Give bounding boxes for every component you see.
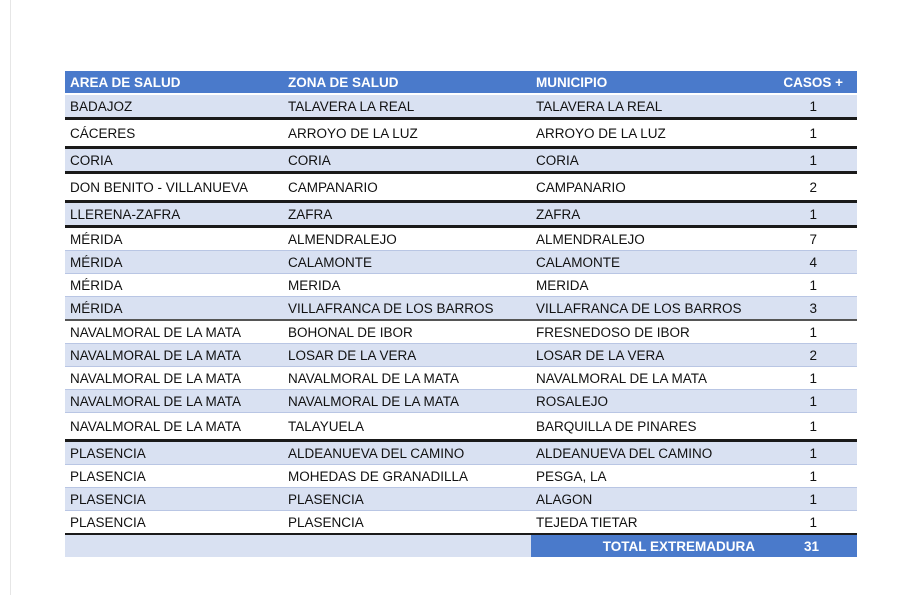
cell-casos: 4 [771,251,857,274]
table-row [65,367,857,390]
cell-zona: LOSAR DE LA VERA [283,344,531,367]
cell-zona: PLASENCIA [283,488,531,511]
cell-casos: 1 [771,390,857,413]
cell-casos: 1 [771,274,857,297]
cell-municipio: PESGA, LA [531,465,771,488]
cell-municipio: ROSALEJO [531,390,771,413]
cell-municipio: FRESNEDOSO DE IBOR [531,320,771,344]
cell-casos: 3 [771,297,857,321]
cell-municipio: TEJEDA TIETAR [531,511,771,535]
cell-area: PLASENCIA [65,488,283,511]
cell-area: MÉRIDA [65,251,283,274]
cell-zona: MOHEDAS DE GRANADILLA [283,465,531,488]
table-row [65,465,857,488]
cell-zona: BOHONAL DE IBOR [283,320,531,344]
cell-area: PLASENCIA [65,465,283,488]
cell-zona: CAMPANARIO [283,173,531,202]
table-row [65,390,857,413]
table-row [65,173,857,202]
cell-zona: ARROYO DE LA LUZ [283,119,531,148]
header-area: AREA DE SALUD [65,71,283,94]
table-row [65,227,857,251]
cell-municipio: ALAGON [531,488,771,511]
cell-casos: 1 [771,413,857,441]
cell-area: NAVALMORAL DE LA MATA [65,390,283,413]
table-row [65,251,857,274]
table-row [65,202,857,227]
cell-area: BADAJOZ [65,94,283,119]
cell-area: CORIA [65,148,283,173]
table-row [65,297,857,321]
cell-area: DON BENITO - VILLANUEVA [65,173,283,202]
header-casos: CASOS + [771,71,857,94]
cell-zona: NAVALMORAL DE LA MATA [283,367,531,390]
cell-area: CÁCERES [65,119,283,148]
table-row [65,320,857,344]
table-row [65,148,857,173]
total-label: TOTAL EXTREMADURA [531,534,771,557]
cell-municipio: BARQUILLA DE PINARES [531,413,771,441]
cell-zona: MERIDA [283,274,531,297]
cell-municipio: CAMPANARIO [531,173,771,202]
header-zona: ZONA DE SALUD [283,71,531,94]
cell-zona: ALMENDRALEJO [283,227,531,251]
cell-casos: 1 [771,465,857,488]
cell-municipio: LOSAR DE LA VERA [531,344,771,367]
cell-municipio: TALAVERA LA REAL [531,94,771,119]
cell-zona: VILLAFRANCA DE LOS BARROS [283,297,531,321]
table-header [65,71,857,94]
cell-casos: 1 [771,488,857,511]
cell-area: NAVALMORAL DE LA MATA [65,367,283,390]
total-value: 31 [771,534,857,557]
cell-zona: CORIA [283,148,531,173]
table-row [65,488,857,511]
cell-zona: TALAVERA LA REAL [283,94,531,119]
cell-zona: CALAMONTE [283,251,531,274]
cell-municipio: CORIA [531,148,771,173]
cell-casos: 1 [771,202,857,227]
cell-municipio: NAVALMORAL DE LA MATA [531,367,771,390]
table-row [65,413,857,441]
cell-municipio: MERIDA [531,274,771,297]
cell-area: MÉRIDA [65,274,283,297]
cell-municipio: CALAMONTE [531,251,771,274]
cell-area: NAVALMORAL DE LA MATA [65,344,283,367]
table-row [65,344,857,367]
cell-area: MÉRIDA [65,227,283,251]
cell-area: PLASENCIA [65,441,283,465]
cell-municipio: ALMENDRALEJO [531,227,771,251]
cell-municipio: ZAFRA [531,202,771,227]
cell-casos: 1 [771,148,857,173]
table-row [65,119,857,148]
cell-zona: NAVALMORAL DE LA MATA [283,390,531,413]
cell-zona: ALDEANUEVA DEL CAMINO [283,441,531,465]
cell-zona: PLASENCIA [283,511,531,535]
cell-casos: 1 [771,119,857,148]
cell-area: NAVALMORAL DE LA MATA [65,413,283,441]
cell-area: PLASENCIA [65,511,283,535]
total-row [65,534,857,557]
cell-area: LLERENA-ZAFRA [65,202,283,227]
total-empty-cell [283,534,531,557]
total-empty-cell [65,534,283,557]
cell-casos: 2 [771,173,857,202]
cases-table [65,71,857,557]
table-row [65,274,857,297]
cell-casos: 1 [771,367,857,390]
table-row [65,441,857,465]
cell-zona: TALAYUELA [283,413,531,441]
header-municipio: MUNICIPIO [531,71,771,94]
cell-municipio: ARROYO DE LA LUZ [531,119,771,148]
table-row [65,94,857,119]
cell-area: NAVALMORAL DE LA MATA [65,320,283,344]
cell-casos: 1 [771,441,857,465]
cell-casos: 1 [771,94,857,119]
cell-casos: 7 [771,227,857,251]
cell-zona: ZAFRA [283,202,531,227]
cell-municipio: VILLAFRANCA DE LOS BARROS [531,297,771,321]
table-footer [65,534,857,557]
cell-municipio: ALDEANUEVA DEL CAMINO [531,441,771,465]
table-body [65,94,857,534]
cell-area: MÉRIDA [65,297,283,321]
cell-casos: 2 [771,344,857,367]
page-edge [10,0,11,595]
cell-casos: 1 [771,511,857,535]
cell-casos: 1 [771,320,857,344]
table-row [65,511,857,535]
